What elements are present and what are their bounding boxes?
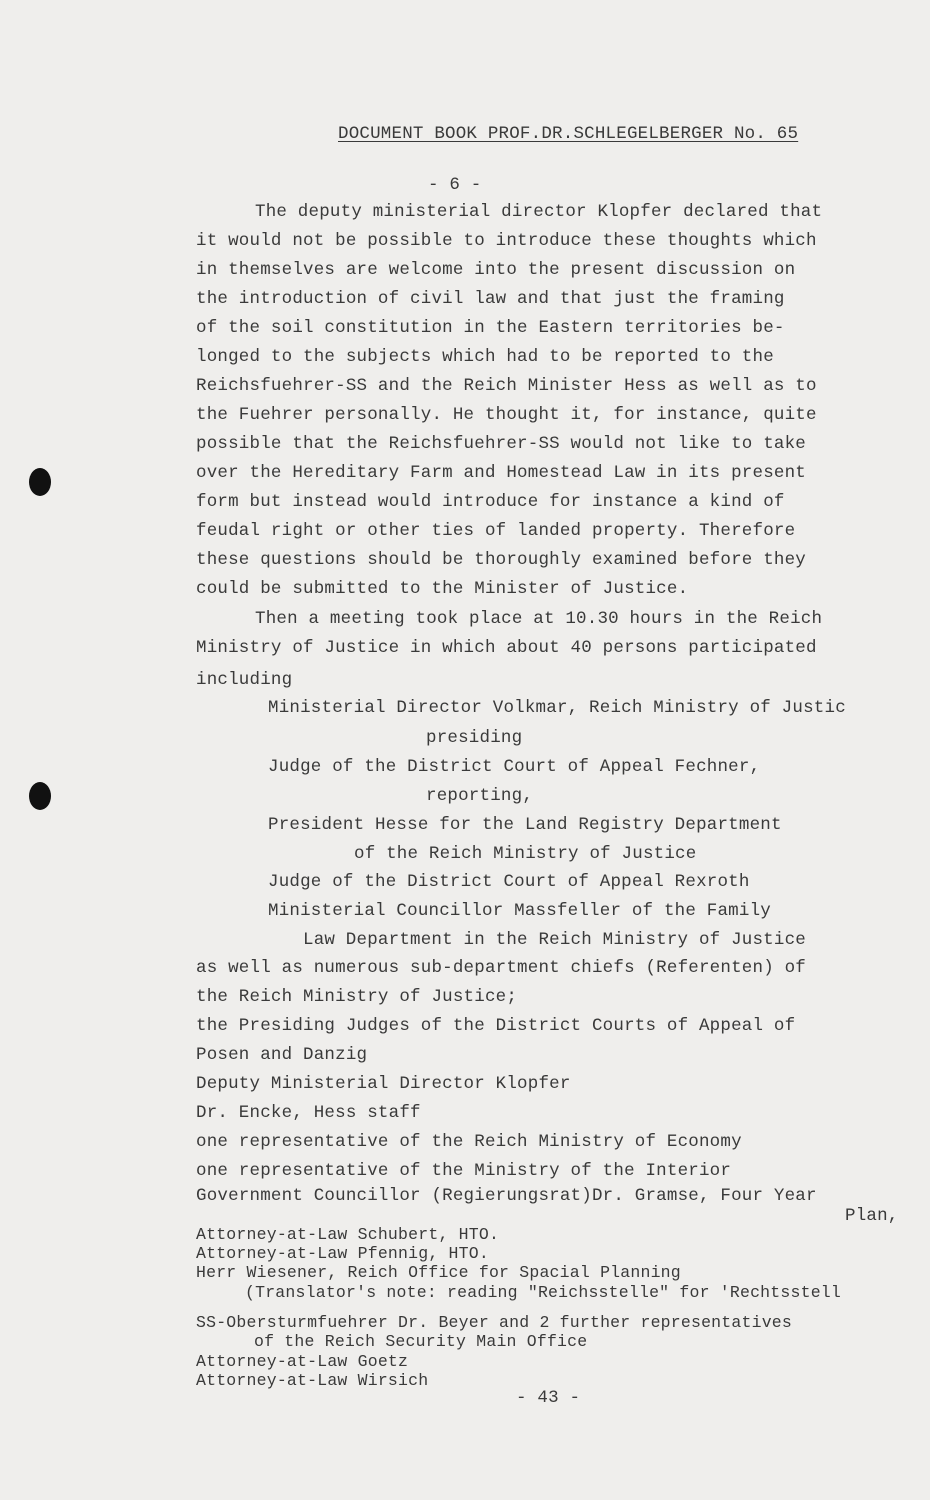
participant-line: Law Department in the Reich Ministry of Justice bbox=[303, 930, 806, 950]
paragraph-1-line: longed to the subjects which had to be reported to the bbox=[196, 347, 774, 367]
participant-line: presiding bbox=[426, 728, 523, 748]
paragraph-1-line: the introduction of civil law and that just the framing bbox=[196, 289, 785, 309]
document-header-title: DOCUMENT BOOK PROF.DR.SCHLEGELBERGER No. 65 bbox=[338, 124, 799, 144]
participant-line: of the Reich Security Main Office bbox=[254, 1332, 588, 1351]
paragraph-1-line: Reichsfuehrer-SS and the Reich Minister Hess as well as to bbox=[196, 376, 817, 396]
participant-line: as well as numerous sub-department chiefs (Referenten) of bbox=[196, 958, 806, 978]
participant-line: Ministerial Councillor Massfeller of the Family bbox=[268, 901, 771, 921]
participant-line: Deputy Ministerial Director Klopfer bbox=[196, 1074, 571, 1094]
participant-line: Judge of the District Court of Appeal Rexroth bbox=[268, 872, 750, 892]
paragraph-1-line: possible that the Reichsfuehrer-SS would not like to take bbox=[196, 434, 806, 454]
participant-line: one representative of the Ministry of the Interior bbox=[196, 1161, 732, 1181]
paragraph-1-line: the Fuehrer personally. He thought it, for instance, quite bbox=[196, 405, 817, 425]
paragraph-1-line: of the soil constitution in the Eastern territories be- bbox=[196, 318, 785, 338]
participant-line: one representative of the Reich Ministry of Economy bbox=[196, 1132, 742, 1152]
participant-line: Herr Wiesener, Reich Office for Spacial Planning bbox=[196, 1263, 681, 1282]
participant-line: Judge of the District Court of Appeal Fechner, bbox=[268, 757, 761, 777]
participant-line: Posen and Danzig bbox=[196, 1045, 368, 1065]
punch-hole-bottom bbox=[29, 782, 51, 810]
participant-line: Government Councillor (Regierungsrat)Dr. Gramse, Four Year bbox=[196, 1186, 817, 1206]
paragraph-1-line: it would not be possible to introduce these thoughts which bbox=[196, 231, 817, 251]
page-number: - 43 - bbox=[516, 1388, 581, 1408]
paragraph-2-line: including bbox=[196, 670, 293, 690]
participant-line: Attorney-at-Law Goetz bbox=[196, 1352, 409, 1371]
participant-line: President Hesse for the Land Registry Department bbox=[268, 815, 782, 835]
paragraph-1-line: The deputy ministerial director Klopfer declared that bbox=[255, 202, 823, 222]
participant-line: Ministerial Director Volkmar, Reich Ministry of Justic bbox=[268, 698, 846, 718]
paragraph-1-line: form but instead would introduce for instance a kind of bbox=[196, 492, 785, 512]
paragraph-1-line: these questions should be thoroughly examined before they bbox=[196, 550, 806, 570]
paragraph-1-line: over the Hereditary Farm and Homestead Law in its present bbox=[196, 463, 806, 483]
paragraph-2-line: Then a meeting took place at 10.30 hours in the Reich bbox=[255, 609, 823, 629]
paragraph-1-line: could be submitted to the Minister of Justice. bbox=[196, 579, 689, 599]
participant-line: Attorney-at-Law Wirsich bbox=[196, 1371, 429, 1390]
page-marker: - 6 - bbox=[428, 175, 482, 195]
participant-line: Dr. Encke, Hess staff bbox=[196, 1103, 421, 1123]
participant-line: SS-Obersturmfuehrer Dr. Beyer and 2 further representatives bbox=[196, 1313, 792, 1332]
paragraph-1-line: feudal right or other ties of landed property. Therefore bbox=[196, 521, 796, 541]
participant-line: Attorney-at-Law Schubert, HTO. bbox=[196, 1225, 500, 1244]
participant-line: the Presiding Judges of the District Courts of Appeal of bbox=[196, 1016, 796, 1036]
paragraph-2-line: Ministry of Justice in which about 40 persons participated bbox=[196, 638, 817, 658]
participant-line: reporting, bbox=[426, 786, 534, 806]
participant-line: Attorney-at-Law Pfennig, HTO. bbox=[196, 1244, 489, 1263]
participant-line: of the Reich Ministry of Justice bbox=[354, 844, 697, 864]
translator-note: (Translator's note: reading "Reichsstelle" for 'Rechtsstell bbox=[245, 1283, 841, 1302]
paragraph-1-line: in themselves are welcome into the present discussion on bbox=[196, 260, 796, 280]
punch-hole-top bbox=[29, 468, 51, 496]
participant-line: Plan, bbox=[845, 1206, 899, 1226]
participant-line: the Reich Ministry of Justice; bbox=[196, 987, 518, 1007]
